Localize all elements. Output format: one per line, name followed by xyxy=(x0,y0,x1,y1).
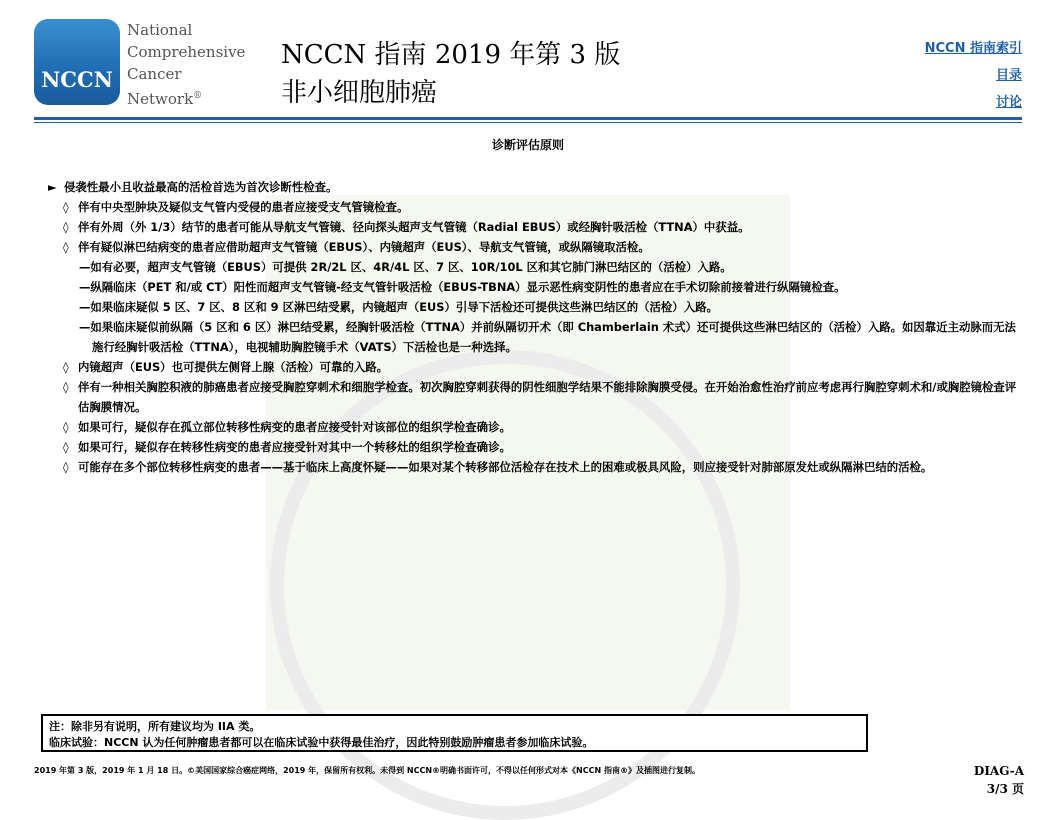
link-discussion[interactable]: 讨论 xyxy=(995,95,1022,110)
sub-item: —如果临床疑似 5 区、7 区、8 区和 9 区淋巴结受累，内镜超声（EUS）引导下活检还可提供这些淋巴结区的（活检）入路。 xyxy=(79,300,718,314)
link-toc[interactable]: 目录 xyxy=(995,68,1022,83)
diamond-bullet-icon: ◊ xyxy=(63,420,69,434)
diamond-bullet-icon: ◊ xyxy=(63,220,69,234)
diamond-bullet-icon: ◊ xyxy=(63,380,69,394)
list-item: ◊ 可能存在多个部位转移性病变的患者——基于临床上高度怀疑——如果对某个转移部位活检存在技术上的困难或极具风险，则应接受针对肺部原发灶或纵隔淋巴结的活检。 xyxy=(48,457,1023,477)
list-item: ◊ 伴有中央型肿块及疑似支气管内受侵的患者应接受支气管镜检查。 xyxy=(48,197,1023,217)
list-item: ◊ 如果可行，疑似存在孤立部位转移性病变的患者应接受针对该部位的组织学检查确诊。 xyxy=(48,417,1023,437)
logo-line: Comprehensive xyxy=(127,43,246,61)
footer-copyright: 2019 年第 3 版，2019 年 1 月 18 日。©美国国家综合癌症网络，2019 年，保留所有权利。未得到 NCCN®明确书面许可，不得以任何形式对本《NCCN 指南®》及插图进行复制。 xyxy=(34,766,700,775)
page-title xyxy=(281,36,620,112)
note-line1: 注：除非另有说明，所有建议均为 IIA 类。 xyxy=(49,720,261,733)
diamond-bullet-icon: ◊ xyxy=(63,200,69,214)
list-item: ◊ 如果可行，疑似存在转移性病变的患者应接受针对其中一个转移灶的组织学检查确诊。 xyxy=(48,437,1023,457)
list-item: ◊ 内镜超声（EUS）也可提供左侧肾上腺（活检）可靠的入路。 xyxy=(48,357,1023,377)
diamond-bullet-icon: ◊ xyxy=(63,360,69,374)
sub-item: —纵隔临床（PET 和/或 CT）阳性而超声支气管镜-经支气管针吸活检（EBUS-TBNA）显示恶性病变阴性的患者应在手术切除前接着进行纵隔镜检查。 xyxy=(79,280,846,294)
sub-item: —如有必要，超声支气管镜（EBUS）可提供 2R/2L 区、4R/4L 区、7 区、10R/10L 区和其它肺门淋巴结区的（活检）入路。 xyxy=(79,260,732,274)
logo-abbr: NCCN xyxy=(41,67,113,92)
logo-line: Cancer xyxy=(127,65,182,83)
diamond-bullet-icon: ◊ xyxy=(63,440,69,454)
note-box xyxy=(41,714,868,752)
note-line2: 临床试验：NCCN 认为任何肿瘤患者都可以在临床试验中获得最佳治疗，因此特别鼓励肿瘤患者参加临床试验。 xyxy=(49,736,594,749)
header-rule-thin xyxy=(34,122,1022,123)
nav-links xyxy=(925,35,1022,116)
diamond-bullet-icon: ◊ xyxy=(63,240,69,254)
link-guideline-index[interactable]: NCCN 指南索引 xyxy=(924,41,1022,56)
list-item: ◊ 伴有疑似淋巴结病变的患者应借助超声支气管镜（EBUS）、内镜超声（EUS）、导航支气管镜，或纵隔镜取活检。 xyxy=(48,237,1023,257)
diamond-bullet-icon: ◊ xyxy=(63,460,69,474)
logo-wordmark xyxy=(127,19,245,110)
list-item: ◊ 伴有外周（外 1/3）结节的患者可能从导航支气管镜、径向探头超声支气管镜（Radial EBUS）或经胸针吸活检（TTNA）中获益。 xyxy=(48,217,1023,237)
registered-mark: ® xyxy=(193,91,203,101)
title-line1: NCCN 指南 2019 年第 3 版 xyxy=(281,40,621,70)
nccn-logo xyxy=(34,19,120,105)
title-line2: 非小细胞肺癌 xyxy=(281,78,438,108)
page-code: DIAG-A xyxy=(973,764,1024,778)
section-title: 诊断评估原则 xyxy=(491,138,564,152)
logo-line: National xyxy=(127,21,193,39)
header-rule xyxy=(34,117,1022,120)
lead-item: ► 侵袭性最小且收益最高的活检首选为首次诊断性检查。 xyxy=(48,177,1023,197)
sub-item: —如果临床疑似前纵隔（5 区和 6 区）淋巴结受累，经胸针吸活检（TTNA）并前纵隔切开术（即 Chamberlain 术式）还可提供这些淋巴结区的（活检）入路。如因靠近主动脉而无法施行经胸针吸活检（TTNA），电视辅助胸腔镜手术（VATS）下活检也是一种选择。 xyxy=(79,320,1016,354)
triangle-bullet-icon: ► xyxy=(48,180,57,194)
page-number: 3/3 页 xyxy=(986,782,1024,796)
content-body xyxy=(48,177,1023,477)
footer-page-info xyxy=(974,762,1024,798)
logo-line-last: Network® xyxy=(127,90,203,108)
list-item: ◊ 伴有一种相关胸腔积液的肺癌患者应接受胸腔穿刺术和细胞学检查。初次胸腔穿刺获得的阴性细胞学结果不能排除胸膜受侵。在开始治愈性治疗前应考虑再行胸腔穿刺术和/或胸腔镜检查评估胸膜情况。 xyxy=(48,377,1023,417)
